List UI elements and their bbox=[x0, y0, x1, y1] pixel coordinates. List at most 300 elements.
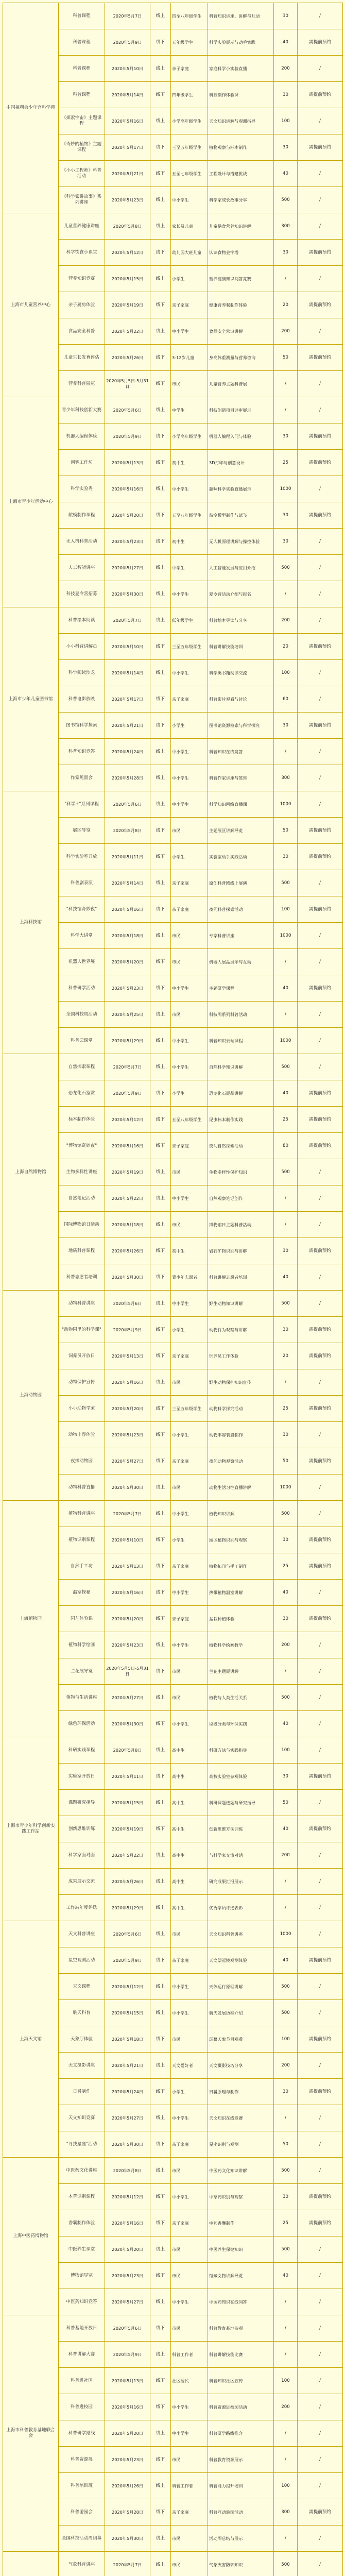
note-cell: / bbox=[298, 1369, 343, 1396]
count-cell: / bbox=[274, 1185, 298, 1212]
count-cell: 40 bbox=[274, 1711, 298, 1737]
note-cell: 需提前预约 bbox=[298, 818, 343, 844]
mode-cell: 线下 bbox=[150, 1238, 171, 1264]
note-cell: / bbox=[298, 1185, 343, 1212]
count-cell: 1000 bbox=[274, 791, 298, 818]
count-cell: 1000 bbox=[274, 1475, 298, 1501]
mode-cell: 线下 bbox=[150, 2131, 171, 2158]
title-cell: 成果展示交流 bbox=[59, 1869, 105, 1895]
mode-cell: 线上 bbox=[150, 1737, 171, 1764]
title-cell: 儿童生长发育评估 bbox=[59, 345, 105, 371]
note-cell: / bbox=[298, 371, 343, 397]
audience-cell: 中小学生 bbox=[171, 1291, 208, 1317]
content-cell: 主题展区讲解导览 bbox=[208, 818, 274, 844]
org-cell: 上海市科普教育基地联合会 bbox=[3, 2315, 59, 2552]
org-cell: 上海市青少年活动中心 bbox=[3, 397, 59, 607]
count-cell: 100 bbox=[274, 2026, 298, 2053]
title-cell: 饲养员开放日 bbox=[59, 1343, 105, 1369]
org-cell: 上海科技馆 bbox=[3, 791, 59, 1054]
mode-cell: 线上 bbox=[150, 1002, 171, 1028]
mode-cell: 线上 bbox=[150, 1632, 171, 1658]
count-cell: 40 bbox=[274, 1080, 298, 1107]
content-cell: 博物馆日主题科普活动 bbox=[208, 1212, 274, 1238]
content-cell: 植物与人类生活关系 bbox=[208, 1685, 274, 1711]
count-cell: 100 bbox=[274, 2368, 298, 2394]
date-cell: 2020年5月16日 bbox=[105, 1580, 150, 1606]
count-cell: / bbox=[274, 371, 298, 397]
count-cell: / bbox=[274, 1658, 298, 1685]
note-cell: 需提前预约 bbox=[298, 2026, 343, 2053]
note-cell: / bbox=[298, 2105, 343, 2131]
date-cell: 2020年5月30日 bbox=[105, 2131, 150, 2158]
title-cell: 《小小工程师》科普活动 bbox=[59, 161, 105, 187]
content-cell: 恐龙化石展品讲解 bbox=[208, 1080, 274, 1107]
count-cell: / bbox=[274, 2315, 298, 2342]
mode-cell: 线上 bbox=[150, 56, 171, 82]
audience-cell: 中小学生 bbox=[171, 660, 208, 686]
content-cell: 科普讲解技能比赛 bbox=[208, 2342, 274, 2368]
title-cell: 科学饮食小课堂 bbox=[59, 240, 105, 266]
date-cell: 2020年5月27日 bbox=[105, 2105, 150, 2131]
mode-cell: 线下 bbox=[150, 423, 171, 450]
mode-cell: 线上 bbox=[150, 923, 171, 949]
content-cell: 人工智能发展与应用介绍 bbox=[208, 555, 274, 581]
note-cell: / bbox=[298, 2473, 343, 2499]
date-cell: 2020年5月9日 bbox=[105, 423, 150, 450]
mode-cell: 线下 bbox=[150, 450, 171, 476]
mode-cell: 线上 bbox=[150, 2473, 171, 2499]
title-cell: 自然手工坊 bbox=[59, 1553, 105, 1580]
content-cell: 自然观察笔记创作 bbox=[208, 1185, 274, 1212]
content-cell: 机器人编程入门与体验 bbox=[208, 423, 274, 450]
date-cell: 2020年5月20日 bbox=[105, 1606, 150, 1632]
note-cell: 需提前预约 bbox=[298, 1107, 343, 1133]
date-cell: 2020年5月18日 bbox=[105, 1212, 150, 1238]
note-cell: / bbox=[298, 108, 343, 134]
content-cell: 科普讲解志愿者培训 bbox=[208, 1264, 274, 1291]
count-cell: 30 bbox=[274, 240, 298, 266]
title-cell: 温室探秘 bbox=[59, 1580, 105, 1606]
mode-cell: 线下 bbox=[150, 2368, 171, 2394]
audience-cell: 中小学生 bbox=[171, 1185, 208, 1212]
count-cell: 200 bbox=[274, 2394, 298, 2420]
title-cell: 食品安全科普 bbox=[59, 318, 105, 345]
count-cell: 30 bbox=[274, 134, 298, 161]
audience-cell: 中小学生 bbox=[171, 1580, 208, 1606]
note-cell: / bbox=[298, 2420, 343, 2447]
org-cell: 上海市青少年科学创新实践工作站 bbox=[3, 1737, 59, 1921]
content-cell: 日晷原理与制作 bbox=[208, 2079, 274, 2105]
date-cell: 2020年5月8日 bbox=[105, 2158, 150, 2184]
mode-cell: 线上 bbox=[150, 213, 171, 240]
count-cell: 100 bbox=[274, 108, 298, 134]
count-cell: 30 bbox=[274, 1238, 298, 1264]
title-cell: 展区导览 bbox=[59, 818, 105, 844]
count-cell: 30 bbox=[274, 1527, 298, 1553]
note-cell: 需提前预约 bbox=[298, 1947, 343, 1974]
count-cell: 80 bbox=[274, 1133, 298, 1159]
date-cell: 2020年5月9日 bbox=[105, 29, 150, 56]
audience-cell: 市民 bbox=[171, 949, 208, 975]
note-cell: 需提前预约 bbox=[298, 502, 343, 529]
content-cell: 身高体重测量与营养咨询 bbox=[208, 345, 274, 371]
content-cell: 与科学家交流对话 bbox=[208, 1842, 274, 1869]
count-cell: / bbox=[274, 266, 298, 292]
mode-cell: 线上 bbox=[150, 108, 171, 134]
title-cell: 自然笔记活动 bbox=[59, 1185, 105, 1212]
mode-cell: 线上 bbox=[150, 739, 171, 765]
audience-cell: 市民 bbox=[171, 2447, 208, 2473]
content-cell: 图书馆资源检索与科学探究 bbox=[208, 713, 274, 739]
mode-cell: 线上 bbox=[150, 1501, 171, 1527]
date-cell: 2020年5月23日 bbox=[105, 1632, 150, 1658]
content-cell: 饲养员工作体验 bbox=[208, 1343, 274, 1369]
mode-cell: 线下 bbox=[150, 2210, 171, 2236]
content-cell: 航天发展历程介绍 bbox=[208, 2000, 274, 2026]
audience-cell: 五至八年级学生 bbox=[171, 1107, 208, 1133]
count-cell: / bbox=[274, 397, 298, 423]
mode-cell: 线下 bbox=[150, 1947, 171, 1974]
date-cell: 2020年5月17日 bbox=[105, 134, 150, 161]
count-cell: 30 bbox=[274, 713, 298, 739]
mode-cell: 线上 bbox=[150, 1842, 171, 1869]
mode-cell: 线上 bbox=[150, 1921, 171, 1947]
audience-cell: 中小学生 bbox=[171, 739, 208, 765]
mode-cell: 线下 bbox=[150, 1080, 171, 1107]
note-cell: / bbox=[298, 1475, 343, 1501]
content-cell: 科技制作体验课 bbox=[208, 82, 274, 108]
note-cell: / bbox=[298, 2289, 343, 2315]
mode-cell: 线上 bbox=[150, 791, 171, 818]
date-cell: 2020年5月6日 bbox=[105, 791, 150, 818]
title-cell: "动物园里的科学课" bbox=[59, 1317, 105, 1343]
note-cell: / bbox=[298, 1974, 343, 2000]
content-cell: 营养健康知识问答竞赛 bbox=[208, 266, 274, 292]
title-cell: 科普讲解大赛 bbox=[59, 2342, 105, 2368]
table-row bbox=[3, 3, 343, 29]
mode-cell: 线上 bbox=[150, 2342, 171, 2368]
mode-cell: 线上 bbox=[150, 1212, 171, 1238]
date-cell: 2020年5月23日 bbox=[105, 975, 150, 1002]
count-cell: 40 bbox=[274, 29, 298, 56]
mode-cell: 线下 bbox=[150, 818, 171, 844]
note-cell: / bbox=[298, 187, 343, 213]
mode-cell: 线上 bbox=[150, 1054, 171, 1080]
note-cell: / bbox=[298, 1291, 343, 1317]
title-cell: 科普资源展 bbox=[59, 2447, 105, 2473]
mode-cell: 线上 bbox=[150, 187, 171, 213]
content-cell: 中医药文化知识讲解 bbox=[208, 2158, 274, 2184]
count-cell: 40 bbox=[274, 1264, 298, 1291]
date-cell: 2020年5月14日 bbox=[105, 660, 150, 686]
count-cell: 200 bbox=[274, 318, 298, 345]
title-cell: 日晷制作 bbox=[59, 2079, 105, 2105]
content-cell: 野生动物知识讲解 bbox=[208, 1291, 274, 1317]
title-cell: 科普游园会 bbox=[59, 2499, 105, 2526]
title-cell: 科普课程 bbox=[59, 29, 105, 56]
content-cell: 科普研学路线推介 bbox=[208, 2420, 274, 2447]
audience-cell: 四年级学生 bbox=[171, 82, 208, 108]
title-cell: 天象厅体验 bbox=[59, 2026, 105, 2053]
mode-cell: 线下 bbox=[150, 371, 171, 397]
content-cell: 科普知识讲座、讲解与互动 bbox=[208, 3, 274, 29]
note-cell: / bbox=[298, 1501, 343, 1527]
note-cell: 需提前预约 bbox=[298, 450, 343, 476]
note-cell: / bbox=[298, 2236, 343, 2263]
content-cell: 儿童营养主题科普展 bbox=[208, 371, 274, 397]
note-cell: / bbox=[298, 213, 343, 240]
audience-cell: 高中生 bbox=[171, 1842, 208, 1869]
content-cell: 航空模型制作与试飞 bbox=[208, 502, 274, 529]
date-cell: 2020年5月8日 bbox=[105, 213, 150, 240]
date-cell: 2020年5月29日 bbox=[105, 1895, 150, 1921]
date-cell: 2020年5月30日 bbox=[105, 1711, 150, 1737]
date-cell: 2020年5月21日 bbox=[105, 2053, 150, 2079]
title-cell: 科普进校园 bbox=[59, 2394, 105, 2420]
mode-cell: 线上 bbox=[150, 2526, 171, 2552]
date-cell: 2020年5月19日 bbox=[105, 292, 150, 318]
title-cell: 科普绘本阅读 bbox=[59, 607, 105, 634]
count-cell: / bbox=[274, 2526, 298, 2552]
date-cell: 2020年5月26日 bbox=[105, 1238, 150, 1264]
content-cell: 园区植物识别与观察 bbox=[208, 1527, 274, 1553]
date-cell: 2020年5月9日 bbox=[105, 2342, 150, 2368]
content-cell: 自然科学知识讲解 bbox=[208, 1054, 274, 1080]
audience-cell: 市民 bbox=[171, 371, 208, 397]
audience-cell: 高中生 bbox=[171, 1869, 208, 1895]
table-row bbox=[3, 397, 343, 423]
content-cell: 星座识别与观测 bbox=[208, 2131, 274, 2158]
title-cell: 中医药文化讲座 bbox=[59, 2158, 105, 2184]
note-cell: 需提前预约 bbox=[298, 1343, 343, 1369]
title-cell: 科普培训班 bbox=[59, 2473, 105, 2499]
note-cell: / bbox=[298, 2158, 343, 2184]
count-cell: 500 bbox=[274, 2158, 298, 2184]
date-cell: 2020年5月15日 bbox=[105, 1790, 150, 1816]
mode-cell: 线下 bbox=[150, 529, 171, 555]
title-cell: 天文知识竞赛 bbox=[59, 2105, 105, 2131]
title-cell: 天文科普讲座 bbox=[59, 1921, 105, 1947]
count-cell: 30 bbox=[274, 2184, 298, 2210]
audience-cell: 高中生 bbox=[171, 1737, 208, 1764]
mode-cell: 线下 bbox=[150, 2079, 171, 2105]
title-cell: 小小科普讲解员 bbox=[59, 634, 105, 660]
date-cell: 2020年5月12日 bbox=[105, 2184, 150, 2210]
mode-cell: 线上 bbox=[150, 660, 171, 686]
audience-cell: 中小学生 bbox=[171, 1711, 208, 1737]
note-cell: 需提前预约 bbox=[298, 1606, 343, 1632]
content-cell: 天文知识科普讲座 bbox=[208, 1921, 274, 1947]
content-cell: 机器人展品展示与互动 bbox=[208, 949, 274, 975]
content-cell: 科普讲解技能培训 bbox=[208, 634, 274, 660]
title-cell: 植物科普讲座 bbox=[59, 1501, 105, 1527]
title-cell: "科技馆奇妙夜" bbox=[59, 896, 105, 923]
note-cell: / bbox=[298, 2526, 343, 2552]
date-cell: 2020年5月18日 bbox=[105, 2026, 150, 2053]
audience-cell: 中学生 bbox=[171, 397, 208, 423]
audience-cell: 小学生 bbox=[171, 1527, 208, 1553]
audience-cell: 市民 bbox=[171, 1212, 208, 1238]
date-cell: 2020年5月20日 bbox=[105, 502, 150, 529]
title-cell: 科学大讲堂 bbox=[59, 923, 105, 949]
org-cell: 上海动物园 bbox=[3, 1291, 59, 1501]
date-cell: 2020年5月26日 bbox=[105, 1869, 150, 1895]
audience-cell: 高中生 bbox=[171, 1895, 208, 1921]
date-cell: 2020年5月30日 bbox=[105, 1475, 150, 1501]
count-cell: 100 bbox=[274, 660, 298, 686]
count-cell: 30 bbox=[274, 1422, 298, 1448]
audience-cell: 五年级学生 bbox=[171, 29, 208, 56]
count-cell: 30 bbox=[274, 3, 298, 29]
date-cell: 2020年5月26日 bbox=[105, 2473, 150, 2499]
note-cell: 需提前预约 bbox=[298, 29, 343, 56]
count-cell: 500 bbox=[274, 870, 298, 896]
audience-cell: 中小学生 bbox=[171, 975, 208, 1002]
count-cell: 100 bbox=[274, 2473, 298, 2499]
note-cell: 需提前预约 bbox=[298, 1396, 343, 1422]
mode-cell: 线上 bbox=[150, 2158, 171, 2184]
audience-cell: 中小学生 bbox=[171, 791, 208, 818]
content-cell: 优秀学员评选表彰 bbox=[208, 1895, 274, 1921]
audience-cell: 市民 bbox=[171, 1658, 208, 1685]
title-cell: 科研实践课程 bbox=[59, 1737, 105, 1764]
title-cell: 科学家面对面 bbox=[59, 1842, 105, 1869]
title-cell: 《科学家讲故事》系列讲座 bbox=[59, 187, 105, 213]
date-cell: 2020年5月30日 bbox=[105, 1264, 150, 1291]
mode-cell: 线上 bbox=[150, 3, 171, 29]
note-cell: 需提前预约 bbox=[298, 1080, 343, 1107]
date-cell: 2020年5月22日 bbox=[105, 1842, 150, 1869]
audience-cell: 市民 bbox=[171, 2315, 208, 2342]
date-cell: 2020年5月13日 bbox=[105, 1343, 150, 1369]
table-row bbox=[3, 213, 343, 240]
title-cell: 园艺体验课 bbox=[59, 1606, 105, 1632]
audience-cell: 亲子家庭 bbox=[171, 292, 208, 318]
count-cell: 200 bbox=[274, 607, 298, 634]
org-cell: 上海市少年儿童图书馆 bbox=[3, 607, 59, 791]
note-cell: / bbox=[298, 397, 343, 423]
audience-cell: 三至五年级学生 bbox=[171, 634, 208, 660]
mode-cell: 线下 bbox=[150, 686, 171, 713]
count-cell: 30 bbox=[274, 844, 298, 870]
mode-cell: 线下 bbox=[150, 1764, 171, 1790]
count-cell: 50 bbox=[274, 1448, 298, 1475]
content-cell: 动物行为观察与讲解 bbox=[208, 1317, 274, 1343]
audience-cell: 亲子家庭 bbox=[171, 1343, 208, 1369]
content-cell: 夜间自然探索活动 bbox=[208, 1133, 274, 1159]
mode-cell: 线下 bbox=[150, 1396, 171, 1422]
table-row bbox=[3, 1737, 343, 1764]
mode-cell: 线上 bbox=[150, 1369, 171, 1396]
title-cell: 植物科学绘画 bbox=[59, 1632, 105, 1658]
note-cell: 需提前预约 bbox=[298, 1816, 343, 1842]
audience-cell: 科普工作者 bbox=[171, 2473, 208, 2499]
date-cell: 2020年5月7日 bbox=[105, 1501, 150, 1527]
content-cell: 馆藏文物讲解导览 bbox=[208, 2263, 274, 2289]
mode-cell: 线下 bbox=[150, 1107, 171, 1133]
audience-cell: 中小学生 bbox=[171, 1974, 208, 2000]
audience-cell: 幼儿园大班儿童 bbox=[171, 240, 208, 266]
note-cell: / bbox=[298, 1685, 343, 1711]
content-cell: 家庭科学小实验直播 bbox=[208, 56, 274, 82]
mode-cell: 线上 bbox=[150, 266, 171, 292]
title-cell: 航模制作课程 bbox=[59, 502, 105, 529]
title-cell: 气象科普讲座 bbox=[59, 2552, 105, 2576]
title-cell: 青少年科技创新大赛 bbox=[59, 397, 105, 423]
note-cell: / bbox=[298, 2394, 343, 2420]
count-cell: 50 bbox=[274, 2131, 298, 2158]
count-cell: 30 bbox=[274, 502, 298, 529]
mode-cell: 线下 bbox=[150, 896, 171, 923]
count-cell: / bbox=[274, 2105, 298, 2131]
mode-cell: 线上 bbox=[150, 2105, 171, 2131]
content-cell: 专家科普讲座 bbox=[208, 923, 274, 949]
title-cell: 恐龙化石鉴赏 bbox=[59, 1080, 105, 1107]
audience-cell: 科普工作者 bbox=[171, 2342, 208, 2368]
note-cell: / bbox=[298, 1264, 343, 1291]
audience-cell: 中小学生 bbox=[171, 765, 208, 791]
audience-cell: 中小学生 bbox=[171, 1501, 208, 1527]
title-cell: 航天科普 bbox=[59, 2000, 105, 2026]
audience-cell: 亲子家庭 bbox=[171, 2210, 208, 2236]
count-cell: / bbox=[274, 581, 298, 607]
note-cell: / bbox=[298, 2315, 343, 2342]
note-cell: / bbox=[298, 266, 343, 292]
count-cell: / bbox=[274, 1212, 298, 1238]
count-cell: / bbox=[274, 2342, 298, 2368]
count-cell: 20 bbox=[274, 292, 298, 318]
date-cell: 2020年5月15日 bbox=[105, 2000, 150, 2026]
note-cell: / bbox=[298, 870, 343, 896]
count-cell: 40 bbox=[274, 1947, 298, 1974]
audience-cell: 中小学生 bbox=[171, 2289, 208, 2315]
org-cell: 上海市儿童营养中心 bbox=[3, 213, 59, 397]
org-cell: 上海中医药博物馆 bbox=[3, 2158, 59, 2315]
title-cell: 星空观测活动 bbox=[59, 1947, 105, 1974]
note-cell: 需提前预约 bbox=[298, 1553, 343, 1580]
content-cell: 植物拓印与手工制作 bbox=[208, 1553, 274, 1580]
date-cell: 2020年5月27日 bbox=[105, 1448, 150, 1475]
mode-cell: 线上 bbox=[150, 1974, 171, 2000]
audience-cell: 市民 bbox=[171, 1002, 208, 1028]
date-cell: 2020年5月10日 bbox=[105, 634, 150, 660]
mode-cell: 线上 bbox=[150, 318, 171, 345]
note-cell: / bbox=[298, 1002, 343, 1028]
count-cell: 30 bbox=[274, 2079, 298, 2105]
note-cell: / bbox=[298, 1711, 343, 1737]
content-cell: 活动周总结与展示 bbox=[208, 2526, 274, 2552]
org-cell: 上海植物园 bbox=[3, 1501, 59, 1737]
note-cell: 需提前预约 bbox=[298, 1317, 343, 1343]
title-cell: 科普剧表演 bbox=[59, 870, 105, 896]
title-cell: 创新思维训练 bbox=[59, 1816, 105, 1842]
date-cell: 2020年5月11日 bbox=[105, 844, 150, 870]
content-cell: 野生动物保护知识宣传 bbox=[208, 1369, 274, 1396]
content-cell: 兰花主题展讲解 bbox=[208, 1658, 274, 1685]
date-cell: 2020年5月9日 bbox=[105, 1947, 150, 1974]
count-cell: 500 bbox=[274, 1685, 298, 1711]
count-cell: / bbox=[274, 739, 298, 765]
date-cell: 2020年5月16日 bbox=[105, 2394, 150, 2420]
note-cell: / bbox=[298, 923, 343, 949]
date-cell: 2020年5月7日 bbox=[105, 1054, 150, 1080]
date-cell: 2020年5月13日 bbox=[105, 450, 150, 476]
note-cell: / bbox=[298, 607, 343, 634]
note-cell: / bbox=[298, 686, 343, 713]
audience-cell: 亲子家庭 bbox=[171, 1133, 208, 1159]
date-cell: 2020年5月8日 bbox=[105, 818, 150, 844]
mode-cell: 线下 bbox=[150, 345, 171, 371]
